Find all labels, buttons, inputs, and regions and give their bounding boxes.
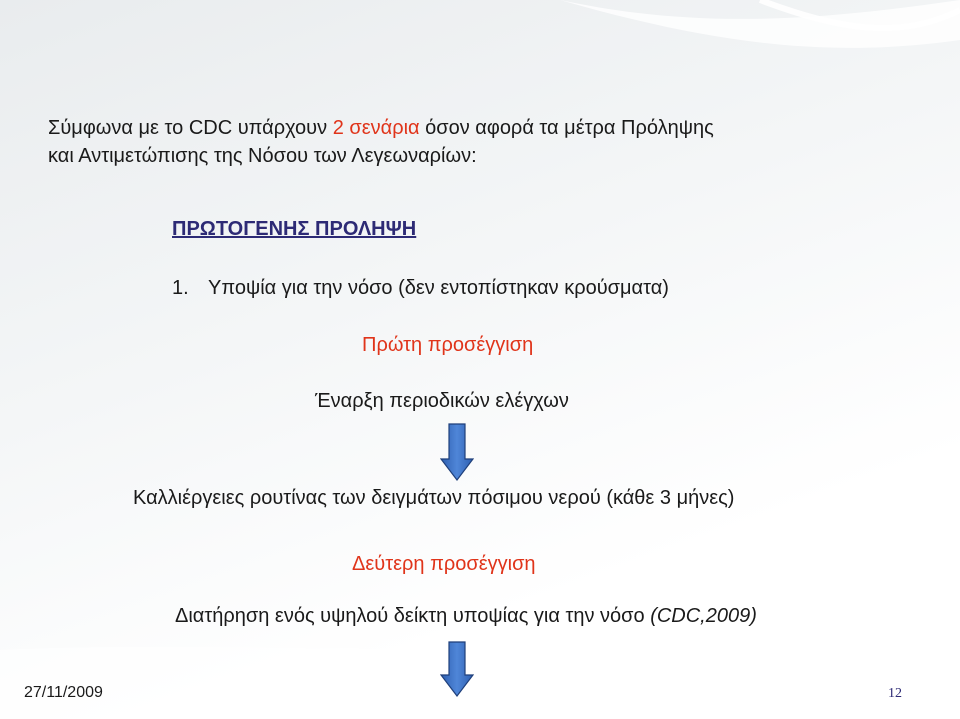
cultures-text: Καλλιέργειες ρουτίνας των δειγμάτων πόσιμου νερού (κάθε 3 μήνες) (133, 487, 735, 509)
intro-line2: και Αντιμετώπισης της Νόσου των Λεγεωναρίων: (48, 145, 477, 167)
first-approach-label: Πρώτη προσέγγιση (362, 334, 534, 356)
second-approach-label: Δεύτερη προσέγγιση (352, 553, 536, 575)
maintain-text (175, 605, 757, 628)
start-checks-text: Έναρξη περιοδικών ελέγχων (315, 390, 569, 412)
down-arrow-icon (440, 641, 474, 697)
list-item-number: 1. (172, 277, 189, 299)
list-item-text: Υποψία για την νόσο (δεν εντοπίστηκαν κρούσματα) (208, 277, 669, 299)
maintain-citation: (CDC,2009) (650, 605, 757, 627)
list-item (172, 277, 669, 300)
page-number: 12 (888, 686, 902, 701)
section-heading: ΠΡΩΤΟΓΕΝΗΣ ΠΡΟΛΗΨΗ (172, 218, 417, 240)
maintain-main: Διατήρηση ενός υψηλού δείκτη υποψίας για την νόσο (175, 605, 651, 627)
intro-highlight: 2 σενάρια (332, 117, 420, 139)
intro-part2: όσον αφορά τα μέτρα Πρόληψης (419, 117, 714, 139)
intro-text (48, 114, 714, 170)
down-arrow-icon (440, 423, 474, 481)
intro-part1: Σύμφωνα με το CDC υπάρχουν (48, 117, 333, 139)
footer-date: 27/11/2009 (24, 684, 103, 701)
